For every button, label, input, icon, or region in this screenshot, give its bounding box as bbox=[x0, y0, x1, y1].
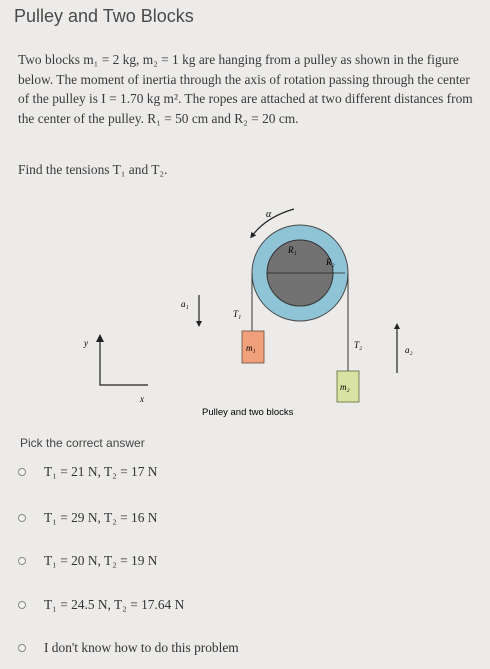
option-label: T₁ = 20 N, T₂ = 19 N bbox=[44, 553, 158, 568]
problem-statement: Two blocks m₁ = 2 kg, m₂ = 1 kg are hanging from a pulley as shown in the figure below. The moment of inertia through the axis of rotation passing through the center of the pulley is I = 1.70 kg m². The ropes are attached at two different distances from the center of the pulley. R₁ = 50 cm and R₂ = 20 cm. bbox=[18, 52, 473, 126]
block-m2-label: m₂ bbox=[340, 382, 350, 392]
y-axis-arrowhead bbox=[96, 334, 104, 342]
y-axis-label: y bbox=[84, 338, 88, 348]
answer-prompt: Pick the correct answer bbox=[20, 436, 145, 450]
radio-button[interactable] bbox=[18, 601, 26, 609]
t1-label: T₁ bbox=[233, 309, 242, 319]
a1-label: a₁ bbox=[181, 299, 189, 309]
answer-option-2[interactable] bbox=[18, 510, 157, 526]
option-label: T₁ = 24.5 N, T₂ = 17.64 N bbox=[44, 597, 185, 612]
radio-button[interactable] bbox=[18, 644, 26, 652]
radio-button[interactable] bbox=[18, 468, 26, 476]
option-label: T₁ = 29 N, T₂ = 16 N bbox=[44, 510, 158, 525]
answer-option-5[interactable] bbox=[18, 640, 239, 656]
a2-label: a₂ bbox=[405, 345, 413, 355]
radio-button[interactable] bbox=[18, 557, 26, 565]
coordinate-axes bbox=[100, 335, 148, 385]
t2-label: T₂ bbox=[354, 340, 363, 350]
r1-label: R₁ bbox=[288, 245, 297, 255]
answer-option-1[interactable] bbox=[18, 464, 157, 480]
question-text: Find the tensions T₁ and T₂. bbox=[18, 162, 168, 177]
figure-caption: Pulley and two blocks bbox=[202, 407, 294, 418]
x-axis-label: x bbox=[140, 394, 144, 404]
option-label: T₁ = 21 N, T₂ = 17 N bbox=[44, 464, 158, 479]
block-m1-label: m₁ bbox=[246, 343, 256, 353]
page-title: Pulley and Two Blocks bbox=[14, 6, 194, 26]
option-label: I don't know how to do this problem bbox=[44, 640, 239, 655]
radio-button[interactable] bbox=[18, 514, 26, 522]
pulley-figure bbox=[0, 195, 490, 430]
r2-label: R₂ bbox=[326, 257, 335, 267]
alpha-label: α bbox=[266, 209, 272, 220]
answer-option-4[interactable] bbox=[18, 597, 184, 613]
answer-option-3[interactable] bbox=[18, 553, 157, 569]
